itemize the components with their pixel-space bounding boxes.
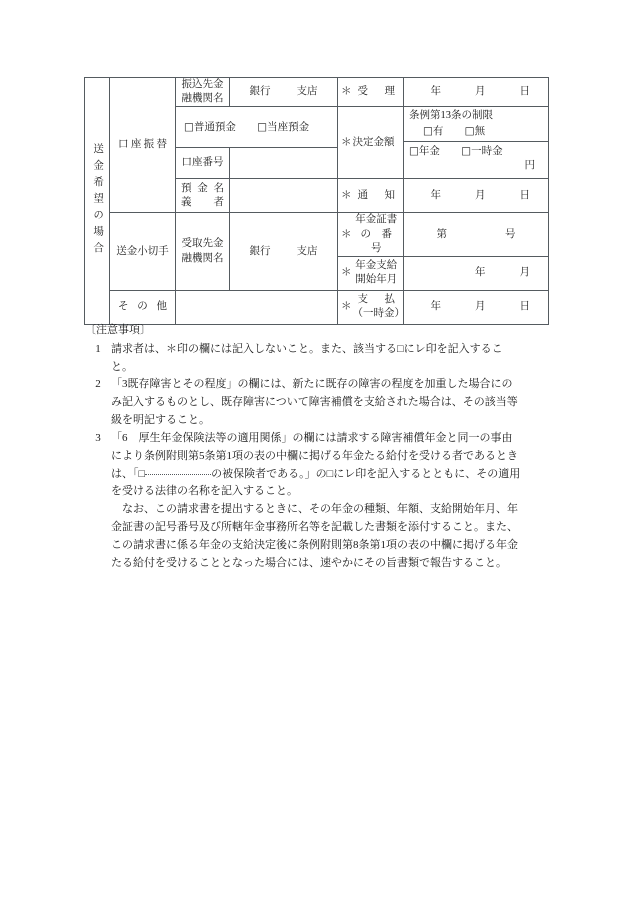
note-text: み記入するものとし、既存障害について障害補償を支給された場合は、その該当等 — [111, 396, 518, 409]
cell-transfer-institution-input[interactable] — [230, 78, 338, 107]
cell-method-money-order — [110, 213, 176, 291]
lumpsum-type-label: 一時金 — [471, 145, 503, 157]
cell-pension-cert-label — [338, 213, 404, 257]
yen-unit: 円 — [524, 159, 535, 171]
cell-receiving-institution-input[interactable] — [230, 213, 338, 291]
branch-word: 支店 — [296, 86, 318, 98]
asterisk-mark: ＊ — [341, 228, 352, 240]
lumpsum-type-checkbox[interactable] — [461, 146, 502, 157]
note-text-with-blank — [111, 466, 549, 484]
method-bank-transfer-label: 口座振替 — [118, 139, 167, 151]
pension-cert-label-line2: の 番 号 — [360, 228, 403, 254]
note-item-3 — [85, 430, 549, 448]
note-text: 「3既存障害とその程度」の欄には、新たに既存の障害の程度を加重した場合にの — [111, 378, 513, 391]
year-unit: 年 — [430, 86, 441, 98]
restriction-yes-checkbox[interactable] — [423, 126, 446, 137]
payment-label-line1: 支 払 — [357, 294, 395, 306]
cell-notice-date[interactable] — [404, 179, 549, 213]
cell-method-other — [110, 290, 176, 324]
notice-label: 通 知 — [357, 189, 395, 201]
day-unit: 日 — [519, 189, 530, 201]
restriction-no-checkbox[interactable] — [465, 126, 485, 137]
notes-title: 〔注意事項〕 — [85, 324, 151, 336]
cell-payment-label — [338, 290, 404, 324]
note-text: を受ける法律の名称を記入すること。 — [111, 485, 298, 498]
day-unit: 日 — [519, 86, 530, 98]
receiving-institution-label-line2: 融機関名 — [181, 252, 224, 264]
table-row — [85, 290, 549, 324]
note-text: 級を明記すること。 — [111, 414, 210, 427]
cell-payment-start-date[interactable] — [404, 256, 549, 290]
month-unit: 月 — [475, 301, 486, 313]
asterisk-mark: ＊ — [341, 301, 352, 313]
note-number: 1 — [95, 342, 101, 355]
month-unit: 月 — [475, 189, 486, 201]
note-text-suffix: の被保険者である。」の□にレ印を記入するとともに、その適用 — [211, 467, 521, 480]
current-deposit-label: 当座預金 — [267, 121, 310, 133]
year-unit: 年 — [430, 301, 441, 313]
closing-text: たる給付を受けることとなった場合には、速やかにその旨書類で報告すること。 — [111, 556, 507, 569]
cell-notice-label — [338, 179, 404, 213]
cell-remittance-wish-label — [85, 78, 110, 325]
cell-account-number-input[interactable] — [230, 148, 338, 179]
branch-word: 支店 — [296, 245, 318, 257]
checkbox-icon: □ — [184, 120, 194, 133]
restriction-block[interactable] — [404, 107, 548, 141]
remittance-form-table — [84, 77, 549, 325]
cell-method-bank-transfer — [110, 78, 176, 213]
note-text: 「6 厚生年金保険法等の適用関係」の欄には請求する障害補償年金と同一の事由 — [111, 431, 513, 444]
note-number: 2 — [95, 378, 101, 391]
table-row — [85, 78, 549, 107]
cell-decided-amount-label — [338, 107, 404, 179]
checkbox-icon: □ — [464, 124, 475, 137]
cell-pension-cert-number[interactable] — [404, 213, 549, 257]
cell-account-number-label — [176, 148, 230, 179]
method-other-label: その他 — [118, 301, 167, 313]
restriction-yes-label: 有 — [432, 125, 444, 137]
ordinary-deposit-checkbox[interactable] — [184, 122, 239, 133]
pension-cert-label-line1: 年金証書 — [355, 214, 398, 226]
note-text: 請求者は、＊印の欄には記入しないこと。また、該当する□にレ印を記入するこ — [111, 342, 503, 355]
table-row — [85, 213, 549, 257]
transfer-institution-label-line2: 融機関名 — [181, 93, 224, 105]
cell-account-holder-input[interactable] — [230, 179, 338, 213]
ordinary-deposit-label: 普通預金 — [193, 121, 236, 133]
cell-account-holder-label — [176, 179, 230, 213]
asterisk-mark: ＊ — [341, 136, 352, 148]
receiving-institution-label-line1: 受取先金 — [181, 238, 224, 250]
remittance-wish-vertical-label: 送金希望の場合 — [92, 143, 104, 259]
day-unit: 日 — [519, 301, 530, 313]
current-deposit-checkbox[interactable] — [257, 122, 309, 133]
asterisk-mark: ＊ — [341, 189, 352, 201]
account-holder-label-line1: 預金名 — [181, 182, 224, 194]
note-item-1 — [85, 341, 549, 359]
decided-amount-label: 決定金額 — [352, 136, 395, 148]
cert-prefix: 第 — [436, 228, 447, 240]
closing-text: なお、この請求書を提出するときに、その年金の種類、年額、支給開始年月、年 — [122, 503, 518, 516]
notes-section — [85, 322, 549, 572]
payment-label-line2: （一時金） — [352, 308, 405, 320]
cell-receiving-institution-label — [176, 213, 230, 291]
bank-word: 銀行 — [249, 86, 271, 98]
checkbox-icon: □ — [423, 124, 433, 137]
note-item-2 — [85, 376, 549, 394]
cell-method-other-input[interactable] — [176, 290, 338, 324]
cell-payment-date[interactable] — [404, 290, 549, 324]
cert-suffix: 号 — [505, 228, 516, 240]
month-unit: 月 — [519, 267, 530, 279]
cell-deposit-type-checkboxes[interactable] — [176, 107, 338, 148]
account-holder-label-line2: 義 者 — [181, 196, 224, 208]
closing-text: 金証書の記号番号及び所轄年金事務所名等を記載した書類を添付すること。また、 — [111, 520, 518, 533]
asterisk-mark: ＊ — [341, 267, 352, 279]
transfer-institution-label-line1: 振込先金 — [181, 79, 224, 90]
checkbox-icon: □ — [409, 144, 419, 157]
cell-acceptance-date[interactable] — [404, 78, 549, 107]
cell-transfer-institution-label — [176, 78, 230, 107]
year-unit: 年 — [430, 189, 441, 201]
cell-payment-start-label — [338, 256, 404, 290]
bank-word: 銀行 — [249, 245, 271, 257]
note-number: 3 — [95, 431, 101, 444]
year-unit: 年 — [475, 267, 486, 279]
month-unit: 月 — [475, 86, 486, 98]
payment-start-label-line1: 年金支給 — [355, 260, 398, 272]
blank-fill-line[interactable] — [145, 474, 211, 475]
method-money-order-label: 送金小切手 — [116, 245, 169, 257]
account-number-label: 口座番号 — [181, 157, 224, 169]
restriction-no-label: 無 — [474, 125, 486, 137]
checkbox-icon: □ — [257, 120, 268, 133]
note-text: により条例附則第5条第1項の表の中欄に掲げる年金たる給付を受ける者であるとき — [111, 449, 518, 462]
cell-acceptance-label — [338, 78, 404, 107]
restriction-title: 条例第13条の制限 — [409, 110, 493, 122]
acceptance-label: 受 理 — [357, 86, 395, 98]
cell-decided-amount-value[interactable] — [404, 107, 549, 179]
note-text-prefix: は、「□ — [111, 467, 146, 480]
payment-start-label-line2: 開始年月 — [355, 274, 398, 286]
asterisk-mark: ＊ — [341, 86, 352, 98]
checkbox-icon: □ — [461, 144, 472, 157]
pension-type-checkbox[interactable] — [409, 146, 443, 157]
note-text: と。 — [111, 360, 133, 373]
closing-text: この請求書に係る年金の支給決定後に条例附則第8条第1項の表の中欄に掲げる年金 — [111, 538, 518, 551]
amount-type-block[interactable] — [404, 142, 548, 175]
pension-type-label: 年金 — [418, 145, 440, 157]
